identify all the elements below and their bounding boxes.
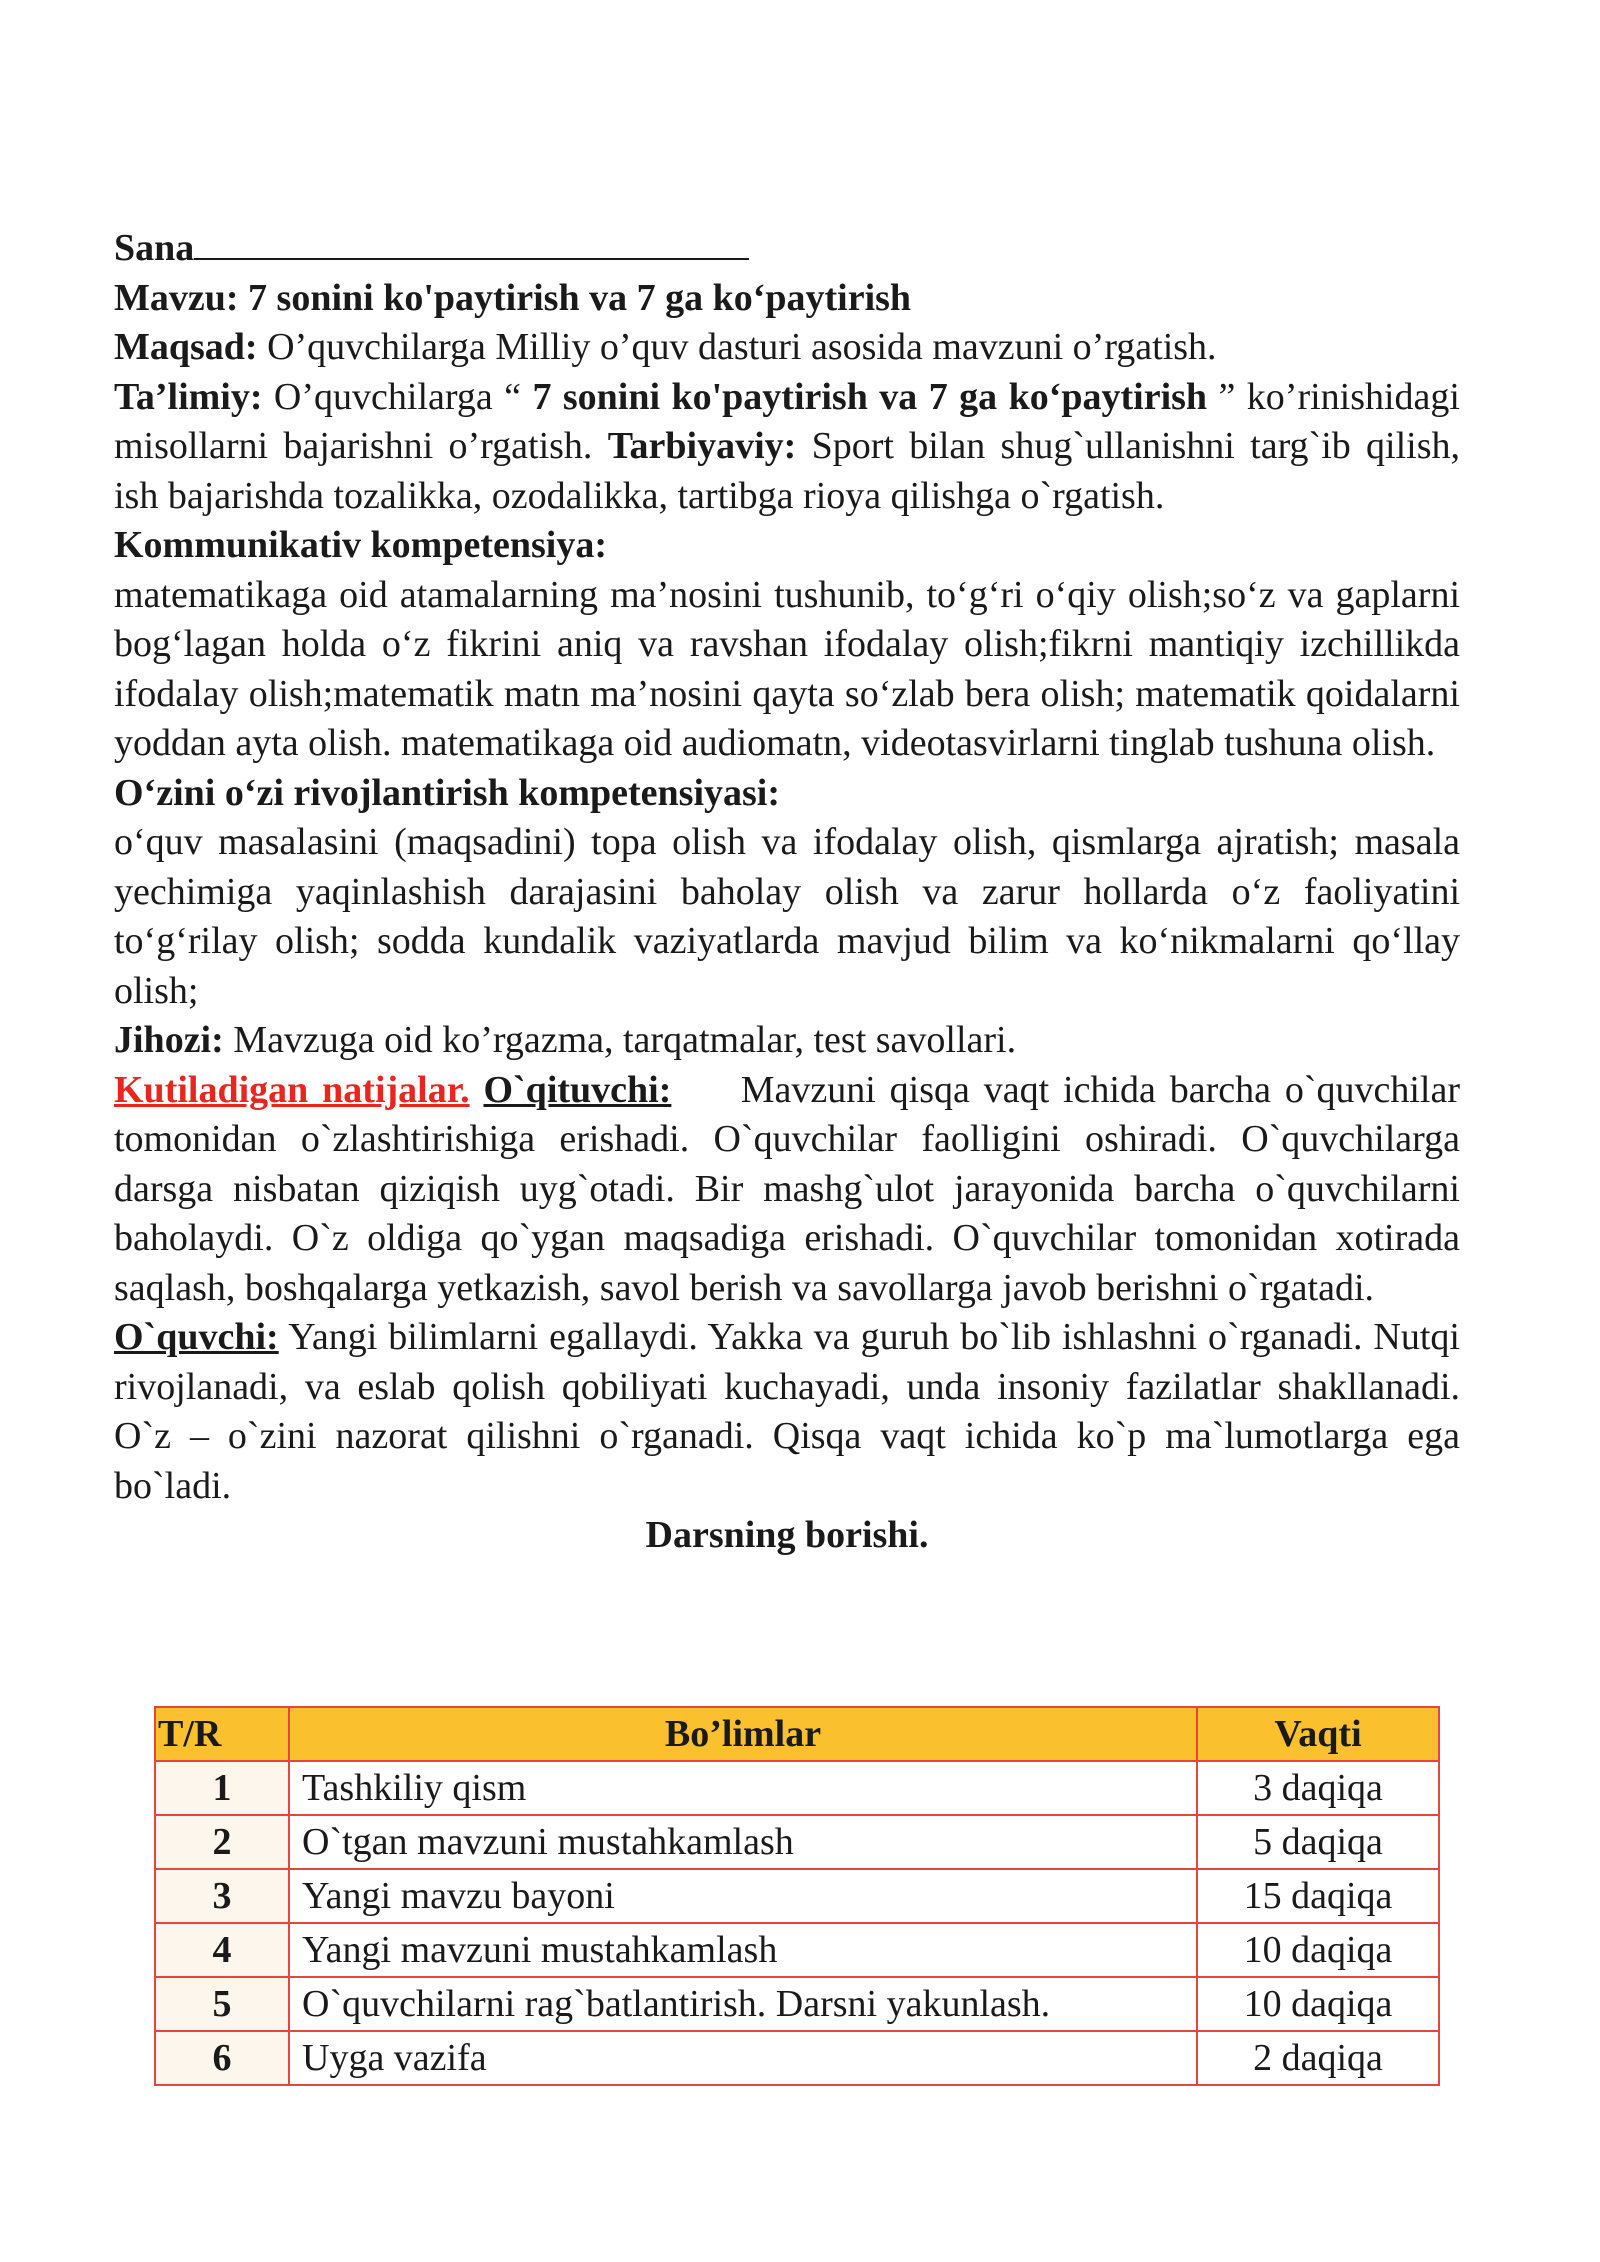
row-section: O`quvchilarni rag`batlantirish. Darsni yakunlash. bbox=[289, 1977, 1197, 2031]
row-time: 2 daqiqa bbox=[1197, 2031, 1439, 2085]
table-row bbox=[155, 1761, 1439, 1815]
row-time: 10 daqiqa bbox=[1197, 1923, 1439, 1977]
row-section: O`tgan mavzuni mustahkamlash bbox=[289, 1815, 1197, 1869]
maqsad-text: O’quvchilarga Milliy o’quv dasturi asosida mavzuni o’rgatish. bbox=[257, 326, 1217, 368]
date-blank bbox=[194, 224, 749, 260]
lesson-plan-text bbox=[114, 224, 1470, 1561]
table-row bbox=[155, 1869, 1439, 1923]
column-header-time: Vaqti bbox=[1197, 1707, 1439, 1761]
talimiy-text-a: O’quvchilarga “ bbox=[262, 375, 533, 418]
table-row bbox=[155, 1815, 1439, 1869]
goal-line bbox=[114, 323, 1460, 373]
row-section: Uyga vazifa bbox=[289, 2031, 1197, 2085]
oquvchi-label: O`quvchi: bbox=[114, 1316, 279, 1358]
column-header-sections: Bo’limlar bbox=[289, 1707, 1197, 1761]
table-row bbox=[155, 1977, 1439, 2031]
row-number: 1 bbox=[155, 1761, 289, 1815]
date-line bbox=[114, 224, 1460, 274]
talimiy-label: Ta’limiy: bbox=[114, 375, 263, 418]
lesson-flow-table bbox=[154, 1706, 1440, 2086]
table-header-row bbox=[155, 1707, 1439, 1761]
row-number: 5 bbox=[155, 1977, 289, 2031]
topic-line bbox=[114, 274, 1460, 324]
oqituvchi-label: O`qituvchi: bbox=[483, 1068, 672, 1111]
oquvchi-text: Yangi bilimlarni egallaydi. Yakka va guruh bo`lib ishlashni o`rganadi. Nutqi rivojlanadi, va eslab qolish qobiliyati kuchayadi, unda insoniy fazilatlar shakllanadi. O`z – o`zini nazorat qilishni o`rganadi. Qisqa vaqt ichida ko`p ma`lumotlarga ega bo`ladi. bbox=[114, 1316, 1460, 1507]
natijalar-label: Kutiladigan natijalar. bbox=[114, 1068, 470, 1111]
row-section: Yangi mavzuni mustahkamlash bbox=[289, 1923, 1197, 1977]
row-number: 6 bbox=[155, 2031, 289, 2085]
lesson-flow-title: Darsning borishi. bbox=[645, 1514, 929, 1556]
oquvchi-paragraph bbox=[114, 1313, 1460, 1511]
kommunikativ-text: matematikaga oid atamalarning ma’nosini tushunib, to‘g‘ri o‘qiy olish;so‘z va gaplarni bog‘lagan holda o‘z fikrini aniq va ravshan ifodalay olish;fikrni mantiqiy izchillikda ifodalay olish;matematik matn ma’nosini qayta so‘zlab bera olish; matematik qoidalarni yoddan ayta olish. matematikaga oid audiomatn, videotasvirlarni tinglab tushuna olish. bbox=[114, 573, 1460, 764]
maqsad-label: Maqsad: bbox=[114, 326, 258, 368]
row-number: 2 bbox=[155, 1815, 289, 1869]
natijalar-paragraph bbox=[114, 1066, 1470, 1314]
sana-label: Sana bbox=[114, 227, 195, 269]
oqituvchi-text: Mavzuni qisqa vaqt ichida barcha o`quvchilar tomonidan o`zlashtirishiga erishadi. O`quvchilar faolligini oshiradi. O`quvchilarga darsga nisbatan qiziqish uyg`otadi. Bir mashg`ulot jarayonida barcha o`quvchilarni baholaydi. O`z oldiga qo`ygan maqsadiga erishadi. O`quvchilar tomonidan xotirada saqlash, boshqalarga yetkazish, savol berish va savollarga javob berishni o`rgatadi. bbox=[114, 1068, 1470, 1309]
kommunikativ-heading: Kommunikativ kompetensiya: bbox=[114, 524, 607, 566]
talimiy-paragraph bbox=[114, 373, 1460, 522]
row-time: 10 daqiqa bbox=[1197, 1977, 1439, 2031]
row-number: 4 bbox=[155, 1923, 289, 1977]
mavzu-text: 7 sonini ko'paytirish va 7 ga ko‘paytirish bbox=[248, 276, 912, 319]
row-section: Yangi mavzu bayoni bbox=[289, 1869, 1197, 1923]
rivojlantirish-heading: O‘zini o‘zi rivojlantirish kompetensiyasi: bbox=[114, 771, 781, 814]
row-time: 15 daqiqa bbox=[1197, 1869, 1439, 1923]
table-row bbox=[155, 2031, 1439, 2085]
jihozi-line bbox=[114, 1016, 1460, 1066]
jihozi-text: Mavzuga oid ko’rgazma, tarqatmalar, test savollari. bbox=[223, 1019, 1017, 1061]
row-time: 3 daqiqa bbox=[1197, 1761, 1439, 1815]
talimiy-text-b: ” ko’rinishidagi misollarni bajarishni o’rgatish. bbox=[114, 375, 1460, 467]
row-time: 5 daqiqa bbox=[1197, 1815, 1439, 1869]
tarbiyaviy-label: Tarbiyaviy: bbox=[607, 425, 797, 467]
jihozi-label: Jihozi: bbox=[114, 1019, 224, 1061]
talimiy-topic: 7 sonini ko'paytirish va 7 ga ko‘paytirish bbox=[532, 375, 1208, 418]
rivojlantirish-text: o‘quv masalasini (maqsadini) topa olish va ifodalay olish, qismlarga ajratish; masala yechimiga yaqinlashish darajasini baholay olish va zarur hollarda o‘z faoliyatini to‘g‘rilay olish; sodda kundalik vaziyatlarda mavjud bilim va ko‘nikmalarni qo‘llay olish; bbox=[114, 821, 1460, 1012]
mavzu-label: Mavzu: bbox=[114, 276, 239, 319]
table-row bbox=[155, 1923, 1439, 1977]
tarbiyaviy-text: Sport bilan shug`ullanishni targ`ib qilish, ish bajarishda tozalikka, ozodalikka, tartibga rioya qilishga o`rgatish. bbox=[114, 425, 1460, 517]
column-header-number: T/R bbox=[155, 1707, 289, 1761]
row-section: Tashkiliy qism bbox=[289, 1761, 1197, 1815]
row-number: 3 bbox=[155, 1869, 289, 1923]
